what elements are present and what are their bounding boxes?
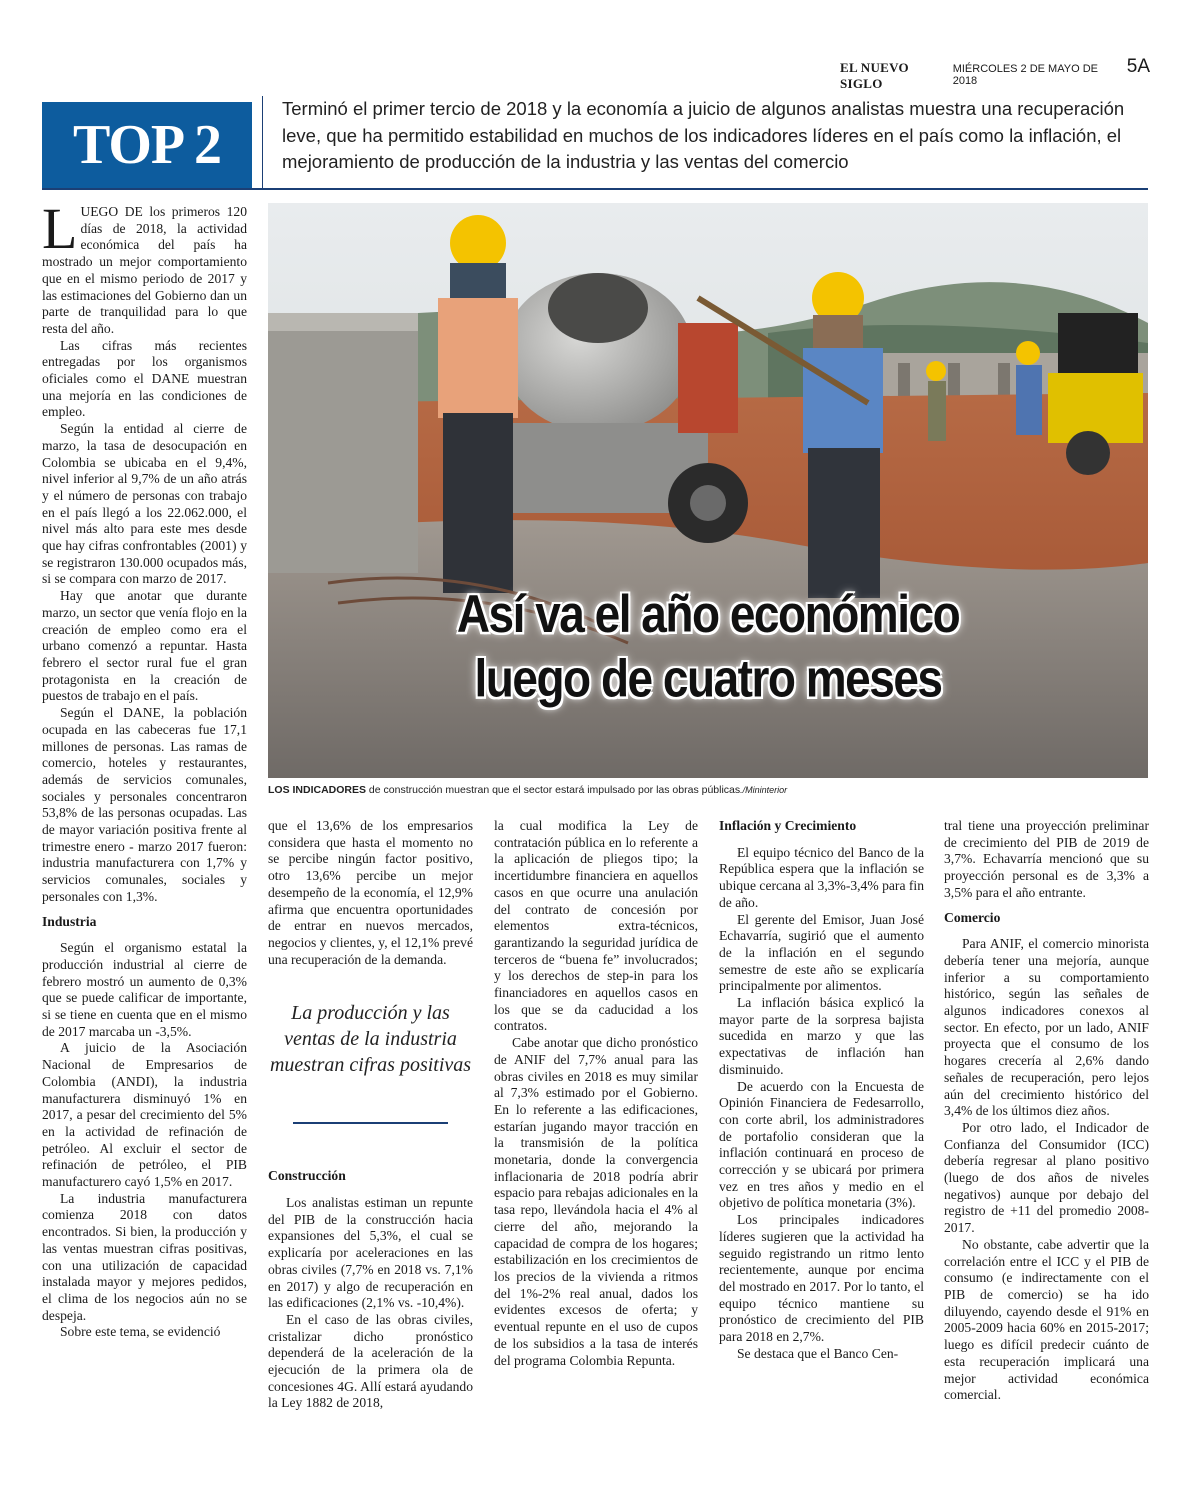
pullquote: La producción y las ventas de la industria muestran cifras positivas bbox=[269, 1002, 472, 1076]
photo-caption bbox=[268, 784, 1148, 796]
paragraph: La industria manufacturera comienza 2018 con datos encontrados. Si bien, la producción y las ventas muestran cifras positivas, con una utilización de capacidad instalada mayor y mejores pedidos, el clima de los negocios aún no se despeja. bbox=[42, 1190, 247, 1323]
paragraph: El equipo técnico del Banco de la República espera que la inflación se ubique cercana al 3,3%-3,4% para fin de año. bbox=[719, 844, 924, 910]
deck-text: Terminó el primer tercio de 2018 y la economía a juicio de algunos analistas muestra una recuperación leve, que ha permitido estabilidad en muchos de los indicadores líderes en el país como la inflación, el mejoramiento de producción de la industria y las ventas del comercio bbox=[282, 98, 1125, 172]
header-rule bbox=[42, 188, 1148, 190]
paragraph: La inflación básica explicó la mayor parte de la sorpresa bajista sucedida en marzo y que las expectativas de inflación han disminuido. bbox=[719, 995, 924, 1077]
paragraph: A juicio de la Asociación Nacional de Empresarios de Colombia (ANDI), la industria manufacturera disminuyó 1% en 2017, a pesar del crecimiento del 5% en la actividad de refinación de petróleo. Al excluir el sector de refinación de petróleo, el PIB manufacturero cayó 1,5% en 2017. bbox=[42, 1040, 247, 1190]
paragraph: No obstante, cabe advertir que la correlación entre el ICC y el PIB de consumo (e indirectamente con el PIB de comercio) se ha ido diluyendo, cayendo desde el 91% en 2005-2009 hacia 60% en 2015-2017; luego es difícil predecir cuánto de esta recuperación implicará una mejor actividad económica comercial. bbox=[944, 1236, 1149, 1403]
page-number: 5A bbox=[1126, 56, 1150, 77]
caption-lead: LOS INDICADORES bbox=[268, 784, 367, 796]
paragraph: tral tiene una proyección preliminar de crecimiento del PIB de 2019 de 3,7%. Echavarría mencionó que su proyección personal es de 3,3% a 3,5% para el año entrante. bbox=[944, 818, 1149, 900]
paragraph: El gerente del Emisor, Juan José Echavarría, sugirió que el aumento de la inflación en el segundo semestre de este año se explicaría principalmente por alimentos. bbox=[719, 911, 924, 994]
photo-credit: ./Mininterior bbox=[740, 785, 788, 795]
paragraph: Sobre este tema, se evidenció bbox=[60, 1324, 221, 1340]
caption-text: de construcción muestran que el sector estará impulsado por las obras públicas bbox=[366, 784, 741, 796]
paragraph: Los analistas estiman un repunte del PIB de la construcción hacia expansiones del 5,3%, el cual se explicaría por aceleraciones en las obras civiles (7,7% en 2018 vs. 7,1% en 2017) y algo de recuperación en las edificaciones (2,1% vs. -10,4%). bbox=[268, 1195, 473, 1311]
subhead-industria: Industria bbox=[42, 913, 97, 929]
paragraph: Según el organismo estatal la producción industrial al cierre de febrero mostró un aumento de 0,3% que se puede calificar de importante, si se tiene en cuenta que en el mismo de 2017 marcaba un -3,5%. bbox=[42, 940, 247, 1039]
headline-line-1: Así va el año económico bbox=[456, 583, 960, 644]
newspaper-name: EL NUEVO SIGLO bbox=[840, 60, 909, 91]
article-column-2 bbox=[268, 818, 473, 1412]
paragraph: De acuerdo con la Encuesta de Opinión Financiera de Fedesarrollo, con corte abril, los administradores de portafolio consideran que la inflación continuará en proceso de corrección y se ubicará por primera vez en tres años y medio en el objetivo de política monetaria (3%). bbox=[719, 1078, 924, 1211]
subhead-comercio: Comercio bbox=[944, 909, 1001, 925]
paragraph: Para ANIF, el comercio minorista debería tener una mejoría, aunque inferior a su comportamiento histórico, según las señales de algunos indicadores conexos al sector. En efecto, por un lado, ANIF proyecta que el consumo de los hogares crecería al 2,6% dando señales de recuperación, pero lejos aún del crecimiento histórico del 3,4% de los últimos diez años. bbox=[944, 936, 1149, 1119]
pullquote-rule bbox=[293, 1122, 448, 1124]
article-column-1 bbox=[42, 196, 247, 1341]
headline bbox=[268, 582, 1148, 711]
paragraph: Según la entidad al cierre de marzo, la tasa de desocupación en Colombia se ubicaba en el 9,4%, nivel inferior al 9,7% de un año atrás y el número de personas con trabajo en el país llegó a los 22.062.000, el nivel más alto para este mes desde que hay cifras confrontables (2001) y se registraron 130.000 ocupados más, si se compara con marzo de 2017. bbox=[42, 421, 247, 587]
headline-line-2: luego de cuatro meses bbox=[474, 648, 942, 709]
paragraph: Las cifras más recientes entregadas por los organismos oficiales como el DANE muestran una mejoría en las condiciones de empleo. bbox=[42, 337, 247, 420]
drop-cap: L bbox=[42, 196, 78, 261]
paragraph: que el 13,6% de los empresarios considera que hasta el momento no se percibe ningún factor positivo, otro 13,6% percibe un mejor desempeño de la economía, el 12,9% afirma que encuentra oportunidades de entrar en nuevos mercados, negocios y clientes, y, el 12,1% prevé una recuperación de la demanda. bbox=[268, 818, 473, 967]
paragraph: Los principales indicadores líderes sugieren que la actividad ha seguido registrando un ritmo lento recientemente, aunque por encima del mostrado en 2017. Por lo tanto, el equipo técnico mantiene su pronóstico de crecimiento del PIB para 2018 en 2,7%. bbox=[719, 1212, 924, 1345]
article-column-5 bbox=[944, 818, 1149, 1404]
deck-divider bbox=[262, 96, 263, 188]
paragraph: Cabe anotar que dicho pronóstico de ANIF del 7,7% anual para las obras civiles en 2018 es muy similar al 7,3% estimado por el Gobierno. En lo referente a las edificaciones, estarían jugando mayor tracción en la transmisión de la política monetaria, donde la convergencia inflacionaria de 2018 podría abrir espacio para rebajas adicionales en la tasa repo, llevándola hacia el 4% al cierre del año, mejorando la capacidad de compra de los hogares; estabilización en los crecimientos de los precios de la vivienda a ritmos del 1%-2% real anual, dados los evidentes excesos de oferta; y eventual repunte en el uso de cupos de los subsidios a la tasa de interés del programa Colombia Repunta. bbox=[494, 1035, 698, 1368]
subhead-construccion: Construcción bbox=[268, 1168, 346, 1184]
article-column-3 bbox=[494, 818, 698, 1369]
paragraph: En el caso de las obras civiles, cristalizar dicho pronóstico dependerá de la aceleración de la ejecución de la primera ola de concesiones 4G. Allí estará ayudando la Ley 1882 de 2018, bbox=[268, 1311, 473, 1411]
paragraph: Por otro lado, el Indicador de Confianza del Consumidor (ICC) debería regresar al plano positivo (luego de dos años de niveles negativos) aunque por debajo del registro de +11 del promedio 2008-2017. bbox=[944, 1119, 1149, 1236]
paragraph: la cual modifica la Ley de contratación pública en lo referente a la aplicación de pliegos tipo; la incertidumbre financiera en aquellos casos en que ocurre una anulación del contrato de concesión por elementos extra-técnicos, garantizando la seguridad jurídica de terceros de “buena fe” involucrados; y los derechos de step-in para los financiadores en aquellos casos en los que se da caducidad a los contratos. bbox=[494, 818, 698, 1034]
article-column-4 bbox=[719, 818, 924, 1363]
subhead-inflacion: Inflación y Crecimiento bbox=[719, 818, 857, 833]
masthead bbox=[840, 56, 1150, 91]
issue-date: MIÉRCOLES 2 DE MAYO DE 2018 bbox=[952, 63, 1098, 87]
paragraph: Según el DANE, la población ocupada en las cabeceras fue 17,1 millones de personas. Las ramas de comercio, hoteles y restaurantes, además de servicios comunales, sociales y personales concentraron 53,8% de las personas ocupadas. Las de mayor variación positiva frente al trimestre enero - marzo 2017 fueron: industria manufacturera con 1,7% y servicios comunales, sociales y personales con 1,3%. bbox=[42, 705, 247, 904]
section-label: TOP 2 bbox=[42, 102, 252, 188]
paragraph: Hay que anotar que durante marzo, un sector que venía flojo en la creación de empleo como era el urbano comenzó a repuntar. Hasta febrero el sector rural fue el gran protagonista en la creación de puestos de trabajo en el país. bbox=[42, 588, 247, 704]
lead-paragraph: LUEGO DE los primeros 120 días de 2018, la actividad económica del país ha mostrado un mejor comportamiento que en el mismo periodo de 2017 y las estimaciones del Gobierno dan un parte de tranquilidad para lo que resta del año. bbox=[42, 196, 247, 336]
paragraph: Se destaca que el Banco Cen- bbox=[737, 1345, 899, 1361]
